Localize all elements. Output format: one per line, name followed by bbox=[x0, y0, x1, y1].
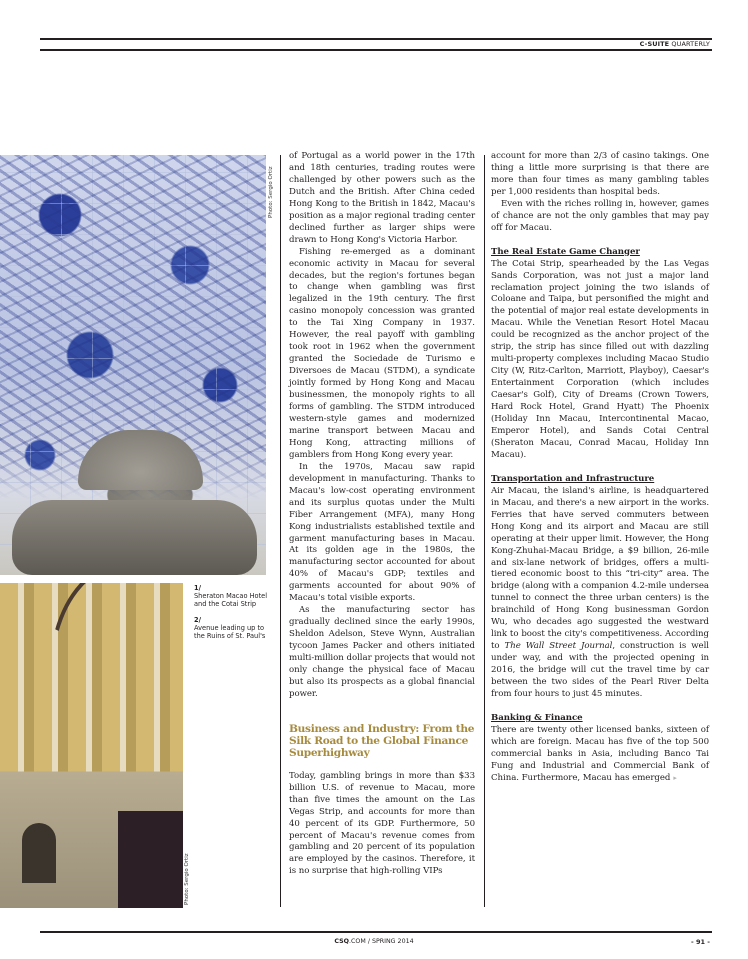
continued-arrow-icon: ▸ bbox=[673, 773, 677, 782]
caption-text: Avenue leading up to the Ruins of St. Paul's bbox=[194, 624, 266, 640]
text-run: Air Macau, the island's airline, is headquartered in Macau, and there's a new airport in the works. Ferries that have served commuters between Hong Kong and its airport and Macau are still operating at their upper limit. However, the Hong Kong-Zhuhai-Macau Bridge, a $9 billion, 26-mile and six-lane network of bridges, offers a multi-tiered economic boost to this “tri-city” area. The bridge (along with a companion 4.2-mile undersea tunnel to connect the three urban centers) is the brainchild of Hong Kong businessman Gordon Wu, who decades ago suggested the westward link to boost the city's competitiveness. According to bbox=[491, 485, 709, 652]
page-number: - 91 - bbox=[691, 938, 710, 946]
caption-number: 2/ bbox=[194, 616, 201, 624]
subheading-transportation: Transportation and Infrastructure bbox=[491, 473, 655, 484]
body-paragraph: Even with the riches rolling in, however, games of chance are not the only gambles that may pay off for Macau. bbox=[491, 198, 709, 233]
subheading-banking: Banking & Finance bbox=[491, 712, 583, 723]
body-paragraph: As the manufacturing sector has gradually declined since the early 1990s, Sheldon Adelson, Steve Wynn, Australian tycoon James Packer and others initiated multi-million dollar projects that would not only change the physical face of Macau but also its prospects as a global financial power. bbox=[289, 605, 475, 699]
body-paragraph bbox=[491, 486, 709, 701]
subheading-real-estate: The Real Estate Game Changer bbox=[491, 246, 640, 257]
photo-credit: Photo: Sergio Ortiz bbox=[268, 166, 274, 218]
caption-text: Sheraton Macao Hotel and the Cotai Strip bbox=[194, 592, 268, 608]
column-divider bbox=[484, 155, 485, 907]
footer-site-rest: .COM / SPRING 2014 bbox=[349, 938, 414, 945]
body-paragraph: Fishing re-emerged as a dominant economic activity in Macau for several decades, but the region's fortunes began to change when gambling was first legalized in the 19th century. The first casino monopoly concession was granted to the Tai Xing Company in 1937. However, the real payoff with gambling took root in 1962 when the government granted the Sociedade de Turismo e Diversoes de Macau (STDM), a syndicate jointly formed by Hong Kong and Macau businessmen, the monopoly rights to all forms of gambling. The STDM introduced western-style games and modernized marine transport between Macau and Hong Kong, attracting millions of gamblers from Hong Kong every year. bbox=[289, 246, 475, 460]
text-run: There are twenty other licensed banks, sixteen of which are foreign. Macau has five of the top 500 commercial banks in Asia, including Banco Tai Fung and Industrial and Commercial Bank of China. Furthermore, Macau has emerged bbox=[491, 724, 709, 783]
body-paragraph: account for more than 2/3 of casino takings. One thing a little more surprising is that there are more than four times as many gambling tables per 1,000 residents than hospital beds. bbox=[491, 151, 709, 197]
section-heading: Business and Industry: From the Silk Road to the Global Finance Superhighway bbox=[289, 722, 475, 760]
header-bottom-rule bbox=[40, 49, 712, 51]
article-column-1 bbox=[289, 151, 475, 878]
text-run: , construction is well under way, and with the projected opening in 2016, the bridge will cut the travel time by car between the two sides of the Pearl River Delta from four hours to just 45 minutes. bbox=[491, 641, 709, 699]
body-paragraph: In the 1970s, Macau saw rapid development in manufacturing. Thanks to Macau's low-cost operating environment and its surplus quotas under the Multi Fiber Arrangement (MFA), many Hong Kong industrialists established textile and garment manufacturing bases in Macau. At its golden age in the 1980s, the manufacturing sector accounted for about 40% of Macau's GDP; textiles and garments accounted for about 90% of Macau's total visible exports. bbox=[289, 461, 475, 604]
photo-colonial-avenue bbox=[0, 583, 183, 908]
photo-tile-mural-fountain bbox=[0, 155, 266, 575]
photo-captions bbox=[194, 584, 272, 648]
running-head bbox=[640, 40, 710, 48]
body-paragraph: The Cotai Strip, spearheaded by the Las Vegas Sands Corporation, was not just a major land reclamation project joining the two islands of Coloane and Taipa, but personified the might and the potential of major real estate developments in Macau. While the Venetian Resort Hotel Macau could be recognized as the anchor project of the strip, the strip has since filled out with dazzling multi-property complexes including Macao Studio City (W, Ritz-Carlton, Marriott, Playboy), Caesar's Entertainment Corporation (which includes Caesar's Golf), City of Dreams (Crown Towers, Hard Rock Hotel, Grand Hyatt) The Phoenix (Holiday Inn Macau, Intercontinental Macao, Emperor Hotel), and Sands Cotai Central (Sheraton Macau, Conrad Macau, Holiday Inn Macau). bbox=[491, 258, 709, 460]
article-column-2 bbox=[491, 151, 709, 785]
brand-rest: QUARTERLY bbox=[669, 40, 710, 48]
fountain-basin bbox=[12, 500, 257, 575]
footer-site bbox=[0, 938, 748, 945]
footer-site-bold: CSQ bbox=[334, 938, 350, 945]
body-paragraph bbox=[491, 725, 709, 785]
footer-rule bbox=[40, 931, 712, 933]
body-paragraph: of Portugal as a world power in the 17th and 18th centuries, trading routes were challenged by other powers such as the Dutch and the British. After China ceded Hong Kong to the British in 1842, Macau's position as a major regional trading center declined further as larger ships were drawn to Hong Kong's Victoria Harbor. bbox=[289, 151, 475, 245]
caption-number: 1/ bbox=[194, 584, 201, 592]
column-divider bbox=[280, 155, 281, 907]
header-top-rule bbox=[40, 38, 712, 40]
body-paragraph: Today, gambling brings in more than $33 billion U.S. of revenue to Macau, more than five times the amount on the Las Vegas Strip, and accounts for more than 40 percent of its GDP. Furthermore, 50 percent of Macau's revenue comes from gambling and 20 percent of its population are employed by the casinos. Therefore, it is no surprise that high-rolling VIPs bbox=[289, 770, 475, 877]
publication-name: The Wall Street Journal bbox=[504, 641, 613, 652]
photo-credit: Photo: Sergio Ortiz bbox=[184, 853, 190, 905]
brand-bold: C-SUITE bbox=[639, 40, 670, 48]
archway bbox=[22, 823, 56, 883]
